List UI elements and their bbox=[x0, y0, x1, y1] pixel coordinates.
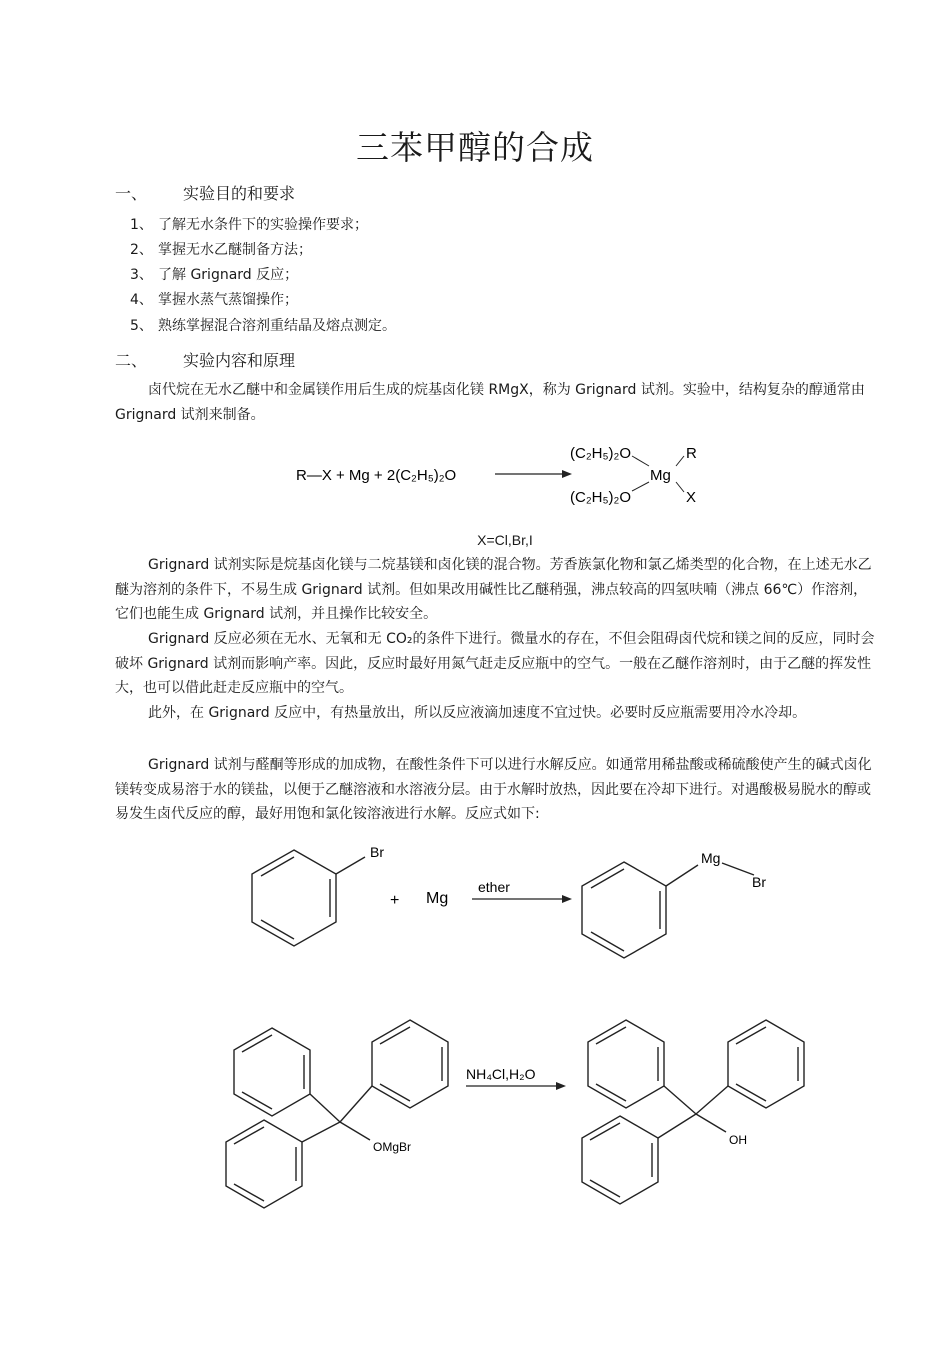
list-item bbox=[130, 264, 298, 284]
list-text: 了解 Grignard 反应； bbox=[158, 267, 299, 283]
list-text: 熟练掌握混合溶剂重结晶及熔点测定。 bbox=[158, 318, 396, 334]
magnesium-center: Mg bbox=[650, 467, 671, 484]
list-item bbox=[130, 315, 396, 335]
hydroxyl-label: OH bbox=[729, 1133, 747, 1147]
section-number: 一、 bbox=[115, 184, 148, 203]
alkyl-group: R bbox=[686, 445, 697, 462]
paragraph-grignard-composition: Grignard 试剂实际是烷基卤化镁与二烷基镁和卤化镁的混合物。芳香族氯化物和氯乙烯类型的化合物，在上述无水乙醚为溶剂的条件下，不易生成 Grignard 试剂。但如果改用碱性比乙醚稍强，沸点较高的四氢呋喃（沸点 66℃）作溶剂，它们也能生成 Grignard 试剂，并且操作比较安全。 bbox=[115, 557, 872, 622]
omgbr-label: OMgBr bbox=[373, 1140, 412, 1154]
halogen-note: X=Cl,Br,I bbox=[477, 532, 533, 548]
bromobenzene-structure bbox=[252, 850, 365, 946]
list-number: 1、 bbox=[130, 217, 153, 233]
section-number: 二、 bbox=[115, 351, 148, 370]
triphenylmethanol-structure bbox=[582, 1020, 804, 1204]
list-text: 掌握水蒸气蒸馏操作； bbox=[158, 292, 298, 308]
section-title: 实验目的和要求 bbox=[183, 184, 296, 203]
plus-sign: + bbox=[390, 892, 400, 909]
phenylmagnesium-bromide-structure bbox=[582, 862, 754, 958]
triphenylmethoxy-magnesium-bromide-structure bbox=[226, 1020, 448, 1208]
list-number: 2、 bbox=[130, 242, 153, 258]
list-text: 掌握无水乙醚制备方法； bbox=[158, 242, 312, 258]
reaction-hydrolysis bbox=[220, 1010, 820, 1210]
paragraph-intro: 卤代烷在无水乙醚中和金属镁作用后生成的烷基卤化镁 RMgX，称为 Grignard 试剂。实验中，结构复杂的醇通常由 Grignard 试剂来制备。 bbox=[115, 382, 865, 423]
list-number: 3、 bbox=[130, 267, 153, 283]
section-heading-goals bbox=[115, 181, 295, 204]
bromine-label: Br bbox=[752, 874, 766, 890]
ether-ligand-bottom: (C₂H₅)₂O bbox=[570, 489, 632, 506]
list-item bbox=[130, 289, 298, 309]
page-title: 三苯甲醇的合成 bbox=[356, 128, 594, 167]
magnesium-reagent: Mg bbox=[426, 890, 449, 907]
list-number: 4、 bbox=[130, 292, 153, 308]
paragraph-hydrolysis: Grignard 试剂与醛酮等形成的加成物，在酸性条件下可以进行水解反应。如通常用稀盐酸或稀硫酸使产生的碱式卤化镁转变成易溶于水的镁盐，以便于乙醚溶液和水溶液分层。由于水解时放热，因此要在冷却下进行。对遇酸极易脱水的醇或易发生卤代反应的醇，最好用饱和氯化铵溶液进行水解。反应式如下: bbox=[115, 757, 872, 822]
reaction-phenylmagnesium-bromide bbox=[240, 835, 800, 965]
halide-group: X bbox=[686, 489, 697, 506]
reaction-condition-ether: ether bbox=[478, 879, 510, 895]
ether-ligand-top: (C₂H₅)₂O bbox=[570, 445, 632, 462]
section-title: 实验内容和原理 bbox=[183, 351, 296, 370]
list-item bbox=[130, 214, 368, 234]
list-text: 了解无水条件下的实验操作要求； bbox=[158, 217, 368, 233]
magnesium-label: Mg bbox=[701, 850, 721, 866]
equation-grignard-formation bbox=[280, 438, 720, 518]
reaction-condition-ammonium-chloride: NH₄Cl,H₂O bbox=[466, 1066, 536, 1082]
section-heading-principle bbox=[115, 348, 295, 371]
list-item bbox=[130, 239, 312, 259]
paragraph-anhydrous-conditions: Grignard 反应必须在无水、无氧和无 CO₂的条件下进行。微量水的存在，不但会阻碍卤代烷和镁之间的反应，同时会破坏 Grignard 试剂而影响产率。因此，反应时最好用氮气赶走反应瓶中的空气。一般在乙醚作溶剂时，由于乙醚的挥发性大，也可以借此赶走反应瓶中的空气。 bbox=[115, 631, 875, 696]
equation-lhs: R—X + Mg + 2(C₂H₅)₂O bbox=[296, 467, 457, 484]
paragraph-exotherm: 此外，在 Grignard 反应中，有热量放出，所以反应液滴加速度不宜过快。必要时反应瓶需要用冷水冷却。 bbox=[148, 705, 807, 721]
bromine-label: Br bbox=[370, 844, 384, 860]
list-number: 5、 bbox=[130, 318, 153, 334]
